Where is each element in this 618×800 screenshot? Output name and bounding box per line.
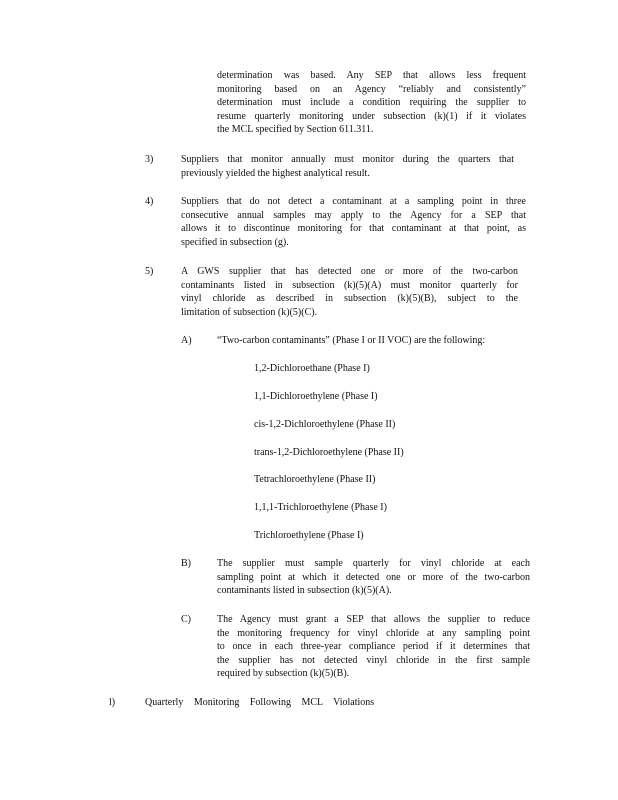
text-line: allows it to discontinue monitoring for that contaminant at that point, as — [181, 223, 526, 234]
sub-a-label: A) — [181, 335, 192, 346]
chemical-item: trans-1,2-Dichloroethylene (Phase II) — [254, 447, 404, 458]
chemical-item: 1,1-Dichloroethylene (Phase I) — [254, 391, 378, 402]
text-line: The Agency must grant a SEP that allows the supplier to reduce — [217, 614, 530, 625]
text-line: required by subsection (k)(5)(B). — [217, 668, 350, 679]
sub-b-label: B) — [181, 558, 191, 569]
text-line: limitation of subsection (k)(5)(C). — [181, 306, 318, 318]
sub-c-label: C) — [181, 614, 191, 625]
text-line: determination was based. Any SEP that allows less frequent — [217, 70, 526, 81]
chemical-item: Tetrachloroethylene (Phase II) — [254, 474, 376, 485]
sub-a-paragraph — [217, 334, 534, 348]
text-line: vinyl chloride as described in subsection (k)(5)(B), subject to the — [181, 293, 518, 304]
item-5-label: 5) — [145, 266, 154, 277]
text-line: monitoring based on an Agency “reliably and consistently” — [217, 83, 526, 95]
chemical-item: Trichloroethylene (Phase I) — [254, 530, 364, 541]
intro-paragraph — [217, 69, 526, 137]
text-line: Suppliers that do not detect a contaminant at a sampling point in three — [181, 196, 526, 207]
text-line: determination must include a condition requiring the supplier to — [217, 97, 526, 108]
text-line: resume quarterly monitoring under subsection (k)(1) if it violates — [217, 110, 526, 122]
sub-b-paragraph — [217, 557, 530, 598]
text-line: to once in each three-year compliance period if it determines that — [217, 641, 530, 652]
text-line: the supplier has not detected vinyl chloride in the first sample — [217, 654, 530, 666]
section-l-heading — [145, 696, 377, 710]
item-3-label: 3) — [145, 154, 154, 165]
text-line: Suppliers that monitor annually must monitor during the quarters that — [181, 154, 514, 165]
text-line: contaminants listed in subsection (k)(5)(A) must monitor quarterly for — [181, 279, 518, 291]
chemical-item: 1,2-Dichloroethane (Phase I) — [254, 363, 370, 374]
item-5-paragraph — [181, 265, 518, 319]
section-title: Quarterly Monitoring Following MCL Violations — [145, 697, 375, 708]
chemical-item: 1,1,1-Trichloroethylene (Phase I) — [254, 502, 387, 513]
text-line: sampling point at which it detected one or more of the two-carbon — [217, 571, 530, 583]
sub-c-paragraph — [217, 613, 530, 681]
text-line: the MCL specified by Section 611.311. — [217, 124, 374, 135]
section-l-label: l) — [109, 697, 116, 708]
text-line: A GWS supplier that has detected one or more of the two-carbon — [181, 266, 518, 277]
item-4-label: 4) — [145, 196, 154, 207]
text-line: contaminants listed in subsection (k)(5)(A). — [217, 585, 392, 596]
text-line: the monitoring frequency for vinyl chloride at any sampling point — [217, 627, 530, 639]
item-4-paragraph — [181, 195, 526, 249]
text-line: “Two-carbon contaminants” (Phase I or II VOC) are the following: — [217, 335, 486, 346]
text-line: specified in subsection (g). — [181, 236, 289, 248]
text-line: The supplier must sample quarterly for vinyl chloride at each — [217, 558, 530, 569]
item-3-paragraph — [181, 153, 514, 180]
text-line: previously yielded the highest analytical result. — [181, 167, 370, 179]
text-line: consecutive annual samples may apply to the Agency for a SEP that — [181, 209, 526, 221]
chemical-item: cis-1,2-Dichloroethylene (Phase II) — [254, 419, 396, 430]
